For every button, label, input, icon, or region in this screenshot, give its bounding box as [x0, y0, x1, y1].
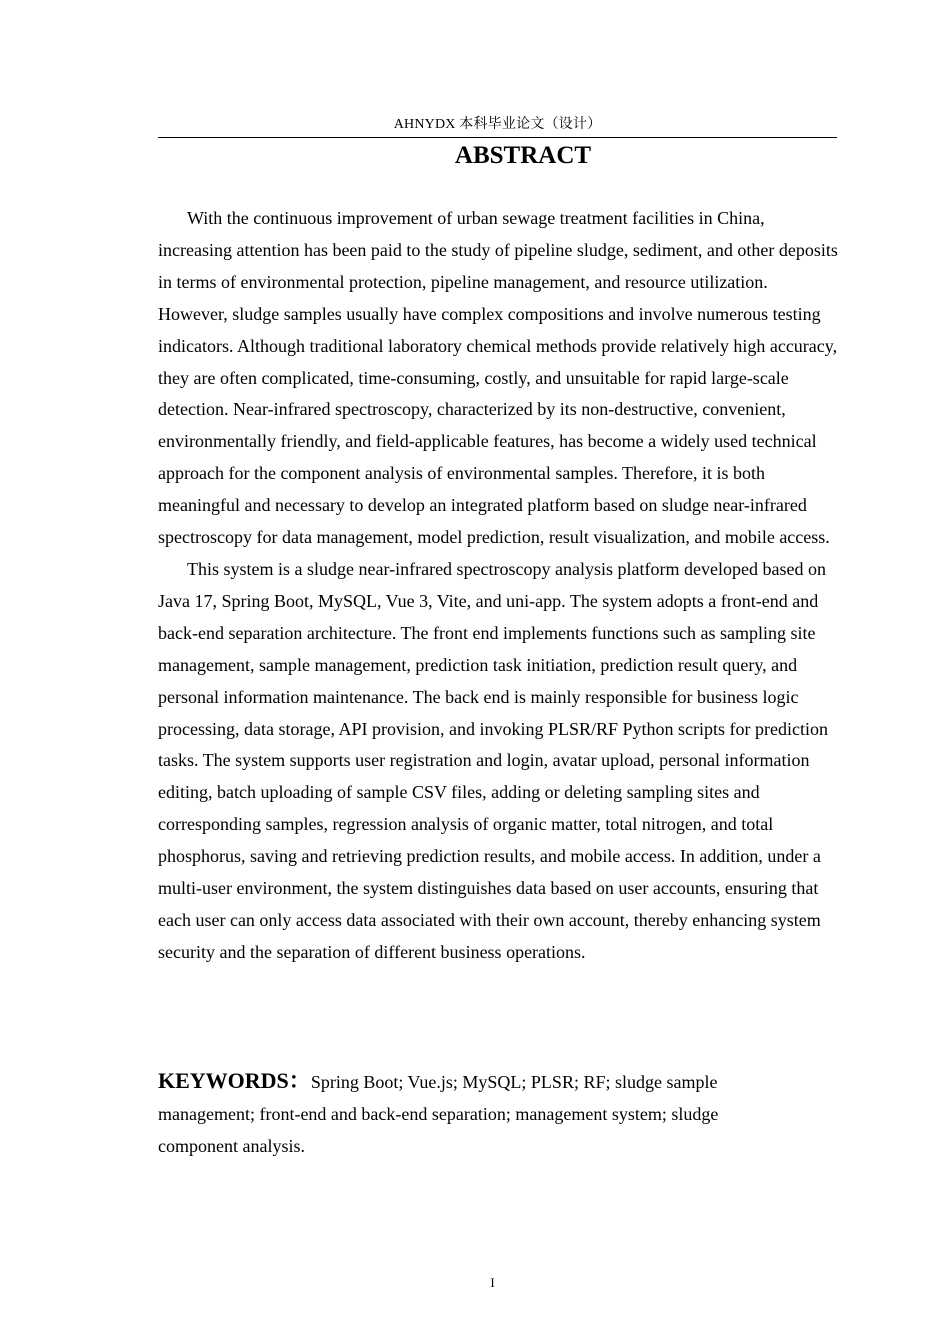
abstract-paragraph-1: With the continuous improvement of urban sewage treatment facilities in China, increasing attention has been paid to the study of pipeline sludge, sediment, and other deposits in terms of environmental protection, pipeline management, and resource utilization. However, sludge samples usually have complex compositions and involve numerous testing indicators. Although traditional laboratory chemical methods provide relatively high accuracy, they are often complicated, time-consuming, costly, and unsuitable for rapid large-scale detection. Near-infrared spectroscopy, characterized by its non-destructive, convenient, environmentally friendly, and field-applicable features, has become a widely used technical approach for the component analysis of environmental samples. Therefore, it is both meaningful and necessary to develop an integrated platform based on sludge near-infrared spectroscopy for data management, model prediction, result visualization, and mobile access.	[158, 208, 838, 548]
keywords-block	[158, 1065, 798, 1163]
header-divider	[158, 137, 837, 138]
page-number: I	[490, 1275, 495, 1290]
abstract-title: ABSTRACT	[454, 142, 592, 169]
running-header: AHNYDX 本科毕业论文（设计）	[393, 117, 602, 132]
keywords-text: Spring Boot; Vue.js; MySQL; PLSR; RF; sludge sample management; front-end and back-end separation; management system; sludge component analysis.	[158, 1072, 719, 1156]
keywords-label: KEYWORDS：	[158, 1068, 311, 1093]
abstract-paragraph-2: This system is a sludge near-infrared spectroscopy analysis platform developed based on Java 17, Spring Boot, MySQL, Vue 3, Vite, and uni-app. The system adopts a front-end and back-end separation architecture. The front end implements functions such as sampling site management, sample management, prediction task initiation, prediction result query, and personal information maintenance. The back end is mainly responsible for business logic processing, data storage, API provision, and invoking PLSR/RF Python scripts for prediction tasks. The system supports user registration and login, avatar upload, personal information editing, batch uploading of sample CSV files, adding or deleting sampling sites and corresponding samples, regression analysis of organic matter, total nitrogen, and total phosphorus, saving and retrieving prediction results, and mobile access. In addition, under a multi-user environment, the system distinguishes data based on user accounts, ensuring that each user can only access data associated with their own account, thereby enhancing system security and the separation of different business operations.	[158, 558, 828, 962]
abstract-body	[158, 203, 840, 969]
